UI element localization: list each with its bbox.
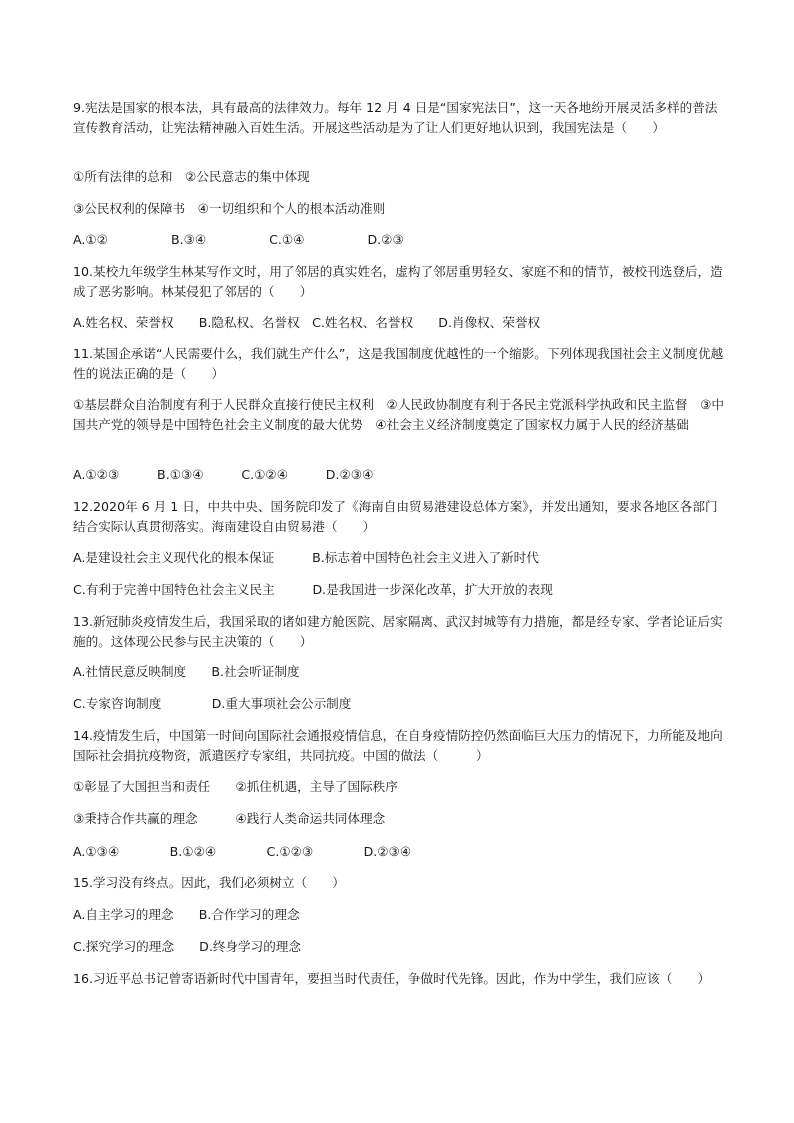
question-15-options-line-1: A.自主学习的理念 B.合作学习的理念 <box>73 907 300 922</box>
question-11-statements: ①基层群众自治制度有利于人民群众直接行使民主权利 ②人民政协制度有利于各民主党派科学执政和民主监督 ③中国共产党的领导是中国特色社会主义制度的最大优势 ④社会主义经济制度奠定了国家权力属于人民的经济基础 <box>73 397 724 432</box>
question-11-stem: 11.某国企承诺“人民需要什么，我们就生产什么”，这是我国制度优越性的一个缩影。下列体现我国社会主义制度优越性的说法正确的是（ ） <box>73 346 724 381</box>
question-14-stem: 14.疫情发生后，中国第一时间向国际社会通报疫情信息，在自身疫情防控仍然面临巨大压力的情况下，力所能及地向国际社会捐抗疫物资，派遣医疗专家组，共同抗疫。中国的做法（ ） <box>73 728 723 763</box>
question-15-options-line-2: C.探究学习的理念 D.终身学习的理念 <box>73 939 301 954</box>
question-13-options-line-2: C.专家咨询制度 D.重大事项社会公示制度 <box>73 696 352 711</box>
question-10-options: A.姓名权、荣誉权 B.隐私权、名誉权 C.姓名权、名誉权 D.肖像权、荣誉权 <box>73 315 541 330</box>
question-14-statements-line-1: ①彰显了大国担当和责任 ②抓住机遇，主导了国际秩序 <box>73 779 398 794</box>
question-9-options: A.①② B.③④ C.①④ D.②③ <box>73 232 404 247</box>
question-14-statements-line-2: ③秉持合作共赢的理念 ④践行人类命运共同体理念 <box>73 811 386 826</box>
question-12-options-line-1: A.是建设社会主义现代化的根本保证 B.标志着中国特色社会主义进入了新时代 <box>73 550 539 565</box>
question-15-stem: 15.学习没有终点。因此，我们必须树立（ ） <box>73 875 345 890</box>
question-11-options: A.①②③ B.①③④ C.①②④ D.②③④ <box>73 467 374 482</box>
question-16-stem: 16.习近平总书记曾寄语新时代中国青年，要担当时代责任，争做时代先锋。因此，作为中学生，我们应该（ ） <box>73 971 711 986</box>
question-12-options-line-2: C.有利于完善中国特色社会主义民主 D.是我国进一步深化改革，扩大开放的表现 <box>73 582 553 597</box>
question-13-options-line-1: A.社情民意反映制度 B.社会听证制度 <box>73 664 300 679</box>
question-9-stem: 9.宪法是国家的根本法，具有最高的法律效力。每年 12 月 4 日是“国家宪法日”，这一天各地纷开展灵活多样的普法宣传教育活动，让宪法精神融入百姓生活。开展这些活动是为了让人们更好地认识到，我国宪法是（ ） <box>73 100 718 135</box>
question-9-statements-line-2: ③公民权利的保障书 ④一切组织和个人的根本活动准则 <box>73 201 386 216</box>
question-10-stem: 10.某校九年级学生林某写作文时，用了邻居的真实姓名，虚构了邻居重男轻女、家庭不和的情节，被校刊选登后，造成了恶劣影响。林某侵犯了邻居的（ ） <box>73 264 723 299</box>
question-14-options: A.①③④ B.①②④ C.①②③ D.②③④ <box>73 844 412 859</box>
question-12-stem: 12.2020年 6 月 1 日，中共中央、国务院印发了《海南自由贸易港建设总体方案》，并发出通知，要求各地区各部门结合实际认真贯彻落实。海南建设自由贸易港（ ） <box>73 499 718 534</box>
question-13-stem: 13.新冠肺炎疫情发生后，我国采取的诸如建方舱医院、居家隔离、武汉封城等有力措施，都是经专家、学者论证后实施的。这体现公民参与民主决策的（ ） <box>73 614 723 649</box>
question-9-statements-line-1: ①所有法律的总和 ②公民意志的集中体现 <box>73 169 310 184</box>
